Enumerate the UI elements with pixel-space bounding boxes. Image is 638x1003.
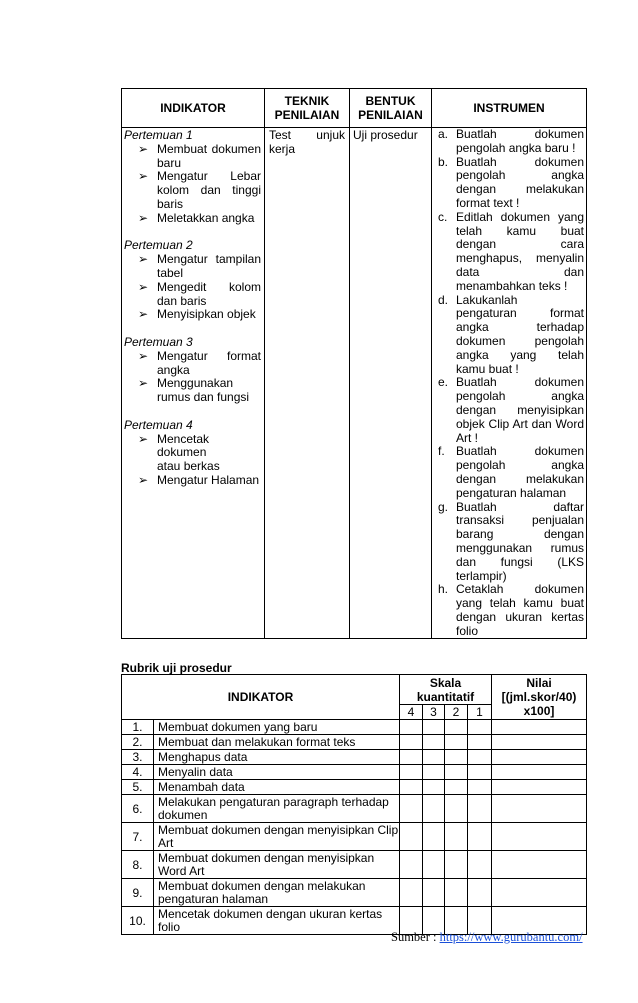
assessment-body-row — [122, 128, 587, 639]
score-cell[interactable] — [468, 780, 492, 795]
rubric-row-indicator — [154, 735, 400, 750]
rubric-row-number: 9. — [122, 879, 154, 907]
arrow-bullet-icon: ➢ — [138, 279, 149, 294]
score-cell[interactable] — [423, 879, 445, 907]
header-indikator: INDIKATOR — [122, 89, 265, 128]
instrument-line: transaksi penjualan — [456, 513, 584, 528]
score-cell[interactable] — [468, 720, 492, 735]
instrument-line: angka yang telah — [456, 347, 584, 362]
instrument-line: dengan melakukan — [456, 471, 584, 486]
rubric-indicator-line: Menambah data — [158, 779, 245, 794]
rubric-indicator-line: dokumen — [158, 807, 208, 822]
teknik-line: kerja — [269, 141, 296, 156]
instrument-line: menambahkan teks ! — [456, 278, 568, 293]
indicator-line: kolom dan tinggi — [157, 183, 261, 198]
instrument-line: dengan ukuran kertas — [456, 609, 584, 624]
rubric-row-number: 4. — [122, 765, 154, 780]
assessment-header-row — [122, 89, 587, 128]
arrow-bullet-icon: ➢ — [138, 252, 149, 267]
nilai-cell[interactable] — [492, 823, 587, 851]
indikator-list — [124, 129, 261, 488]
instrument-item — [432, 376, 586, 445]
score-cell[interactable] — [400, 720, 423, 735]
rubric-row — [122, 851, 587, 879]
rubric-indicator-line: Membuat dokumen dengan menyisipkan — [158, 850, 375, 865]
arrow-bullet-icon: ➢ — [138, 431, 149, 446]
source-prefix: Sumber : — [391, 930, 440, 944]
instrument-line: Buatlah dokumen — [456, 154, 584, 169]
rubric-row — [122, 780, 587, 795]
instrument-line: kamu buat ! — [456, 361, 519, 376]
score-cell[interactable] — [423, 765, 445, 780]
rubric-row-number: 3. — [122, 750, 154, 765]
instrument-item — [432, 445, 586, 500]
instrument-line: pengolah angka — [456, 458, 584, 473]
indicator-line: tabel — [157, 265, 184, 280]
meeting-title: Pertemuan 4 — [124, 417, 193, 432]
indicator-item — [124, 212, 261, 226]
header-instrumen: INSTRUMEN — [432, 89, 587, 128]
score-cell[interactable] — [445, 765, 468, 780]
indicator-item — [124, 308, 261, 322]
meeting-title: Pertemuan 1 — [124, 128, 193, 142]
score-cell[interactable] — [468, 795, 492, 823]
indicator-line: Menyisipkan objek — [157, 307, 256, 322]
nilai-cell[interactable] — [492, 851, 587, 879]
rubric-indicator-line: Word Art — [158, 863, 205, 878]
indicator-item — [124, 433, 261, 474]
instrument-line: barang dengan — [456, 527, 584, 542]
rubric-indicator-line: pengaturan halaman — [158, 891, 269, 906]
header-bentuk: BENTUK PENILAIAN — [350, 89, 432, 128]
rubric-row — [122, 765, 587, 780]
meeting-title: Pertemuan 2 — [124, 238, 193, 253]
score-cell[interactable] — [423, 823, 445, 851]
rubric-row-number: 1. — [122, 720, 154, 735]
indicator-item — [124, 253, 261, 281]
source-citation — [391, 930, 583, 945]
assessment-table — [121, 88, 587, 639]
instrument-label: d. — [438, 292, 449, 307]
score-cell[interactable] — [423, 735, 445, 750]
indicator-line: angka — [157, 362, 190, 377]
rubric-row-indicator — [154, 823, 400, 851]
teknik-text — [267, 129, 346, 157]
rubric-row — [122, 720, 587, 735]
rubric-table — [121, 674, 587, 935]
score-cell[interactable] — [445, 823, 468, 851]
score-cell[interactable] — [400, 765, 423, 780]
score-cell[interactable] — [445, 735, 468, 750]
instrument-line: pengaturan format — [456, 306, 584, 321]
score-cell[interactable] — [468, 750, 492, 765]
rubric-row-number: 10. — [122, 907, 154, 935]
indicator-item — [124, 377, 261, 405]
indicator-line: dan baris — [157, 293, 207, 308]
indicator-item — [124, 143, 261, 171]
indicator-line: Mencetak dokumen — [157, 431, 210, 460]
score-cell[interactable] — [423, 750, 445, 765]
scale-3: 3 — [423, 705, 445, 720]
instrument-label: h. — [438, 582, 449, 597]
instrument-line: yang telah kamu buat — [456, 596, 584, 611]
score-cell[interactable] — [468, 851, 492, 879]
score-cell[interactable] — [445, 879, 468, 907]
arrow-bullet-icon: ➢ — [138, 376, 149, 391]
rubric-row-indicator — [154, 795, 400, 823]
indicator-item — [124, 350, 261, 378]
nilai-cell[interactable] — [492, 879, 587, 907]
instrument-line: menggunakan rumus — [456, 540, 584, 555]
rubric-header-indikator: INDIKATOR — [122, 675, 400, 720]
score-cell[interactable] — [445, 720, 468, 735]
rubric-indicator-line: Mencetak dokumen dengan ukuran kertas — [158, 906, 383, 921]
rubric-indicator-line: Menyalin data — [158, 764, 233, 779]
rubric-row-indicator — [154, 750, 400, 765]
rubric-row-indicator — [154, 907, 400, 935]
instrument-line: Art ! — [456, 430, 479, 445]
nilai-cell[interactable] — [492, 750, 587, 765]
instrument-line: menghapus, menyalin — [456, 251, 584, 266]
arrow-bullet-icon: ➢ — [138, 307, 149, 322]
indicator-line: Meletakkan angka — [157, 210, 255, 225]
instrument-label: b. — [438, 154, 449, 169]
rubric-row-number: 8. — [122, 851, 154, 879]
indicator-item — [124, 474, 261, 488]
rubric-row-number: 6. — [122, 795, 154, 823]
meeting-title: Pertemuan 3 — [124, 334, 193, 349]
instrumen-cell — [432, 128, 587, 639]
instrument-line: angka terhadap — [456, 320, 584, 335]
nilai-cell[interactable] — [492, 780, 587, 795]
instrument-line: Buatlah dokumen — [456, 444, 584, 459]
spacer — [124, 405, 261, 419]
indicator-item — [124, 281, 261, 309]
instrument-line: Cetaklah dokumen — [456, 582, 584, 597]
score-cell[interactable] — [400, 780, 423, 795]
rubric-header-row — [122, 675, 587, 705]
instrument-line: Buatlah daftar — [456, 499, 584, 514]
instrument-line: dengan cara — [456, 237, 584, 252]
indicator-line: Mengatur tampilan — [157, 252, 261, 267]
indicator-line: Mengedit kolom — [157, 279, 261, 294]
rubric-row-number: 7. — [122, 823, 154, 851]
score-cell[interactable] — [400, 879, 423, 907]
instrument-line: pengaturan halaman — [456, 485, 567, 500]
arrow-bullet-icon: ➢ — [138, 141, 149, 156]
nilai-cell[interactable] — [492, 795, 587, 823]
arrow-bullet-icon: ➢ — [138, 169, 149, 184]
score-cell[interactable] — [400, 851, 423, 879]
rubric-row-indicator — [154, 879, 400, 907]
score-cell[interactable] — [423, 780, 445, 795]
instrument-line: dokumen pengolah — [456, 333, 584, 348]
instrument-line: format text ! — [456, 195, 520, 210]
source-link[interactable]: https://www.gurubantu.com/ — [439, 930, 583, 944]
rubric-row — [122, 735, 587, 750]
instrument-label: a. — [438, 127, 449, 141]
instrument-label: g. — [438, 499, 449, 514]
rubric-indicator-line: Melakukan pengaturan paragraph terhadap — [158, 794, 389, 809]
rubric-row — [122, 823, 587, 851]
instrument-label: e. — [438, 375, 449, 390]
indicator-item — [124, 170, 261, 211]
instrument-item — [432, 211, 586, 294]
score-cell[interactable] — [445, 780, 468, 795]
score-cell[interactable] — [468, 735, 492, 750]
score-cell[interactable] — [423, 795, 445, 823]
score-cell[interactable] — [445, 851, 468, 879]
instrument-item — [432, 128, 586, 156]
rubric-row — [122, 795, 587, 823]
bentuk-cell — [350, 128, 432, 639]
instrument-line: objek Clip Art dan Word — [456, 416, 584, 431]
rubric-row-indicator — [154, 851, 400, 879]
rubric-header-skala: Skala kuantitatif — [400, 675, 492, 705]
instrument-line: folio — [456, 623, 479, 638]
instrument-line: Buatlah dokumen — [456, 375, 584, 390]
indicator-line: Menggunakan — [157, 376, 234, 391]
instrument-item — [432, 294, 586, 377]
arrow-bullet-icon: ➢ — [138, 210, 149, 225]
score-cell[interactable] — [423, 851, 445, 879]
indicator-line: Membuat dokumen — [157, 141, 261, 156]
instrument-item — [432, 156, 586, 211]
indikator-cell — [122, 128, 265, 639]
rubric-header-nilai: Nilai [(jml.skor/40) x100] — [492, 675, 587, 720]
score-cell[interactable] — [468, 823, 492, 851]
score-cell[interactable] — [400, 795, 423, 823]
nilai-cell[interactable] — [492, 720, 587, 735]
indicator-line: Mengatur Halaman — [157, 472, 260, 487]
rubric-caption: Rubrik uji prosedur — [121, 661, 232, 675]
arrow-bullet-icon: ➢ — [138, 348, 149, 363]
score-cell[interactable] — [423, 720, 445, 735]
instrument-line: Editlah dokumen yang — [456, 209, 584, 224]
rubric-indicator-line: folio — [158, 919, 181, 934]
score-cell[interactable] — [445, 750, 468, 765]
indicator-line: Mengatur format — [157, 348, 261, 363]
scale-1: 1 — [468, 705, 492, 720]
teknik-line: Test unjuk — [269, 128, 345, 142]
rubric-body — [122, 720, 587, 935]
instrument-line: pengolah angka — [456, 389, 584, 404]
instrument-line: dan fungsi (LKS — [456, 554, 584, 569]
rubric-row-indicator — [154, 765, 400, 780]
rubric-row — [122, 750, 587, 765]
instrument-line: data dan — [456, 264, 584, 279]
score-cell[interactable] — [445, 795, 468, 823]
indicator-line: atau berkas — [157, 459, 220, 474]
header-teknik: TEKNIK PENILAIAN — [265, 89, 350, 128]
score-cell[interactable] — [468, 879, 492, 907]
spacer — [124, 322, 261, 336]
instrument-line: Lakukanlah — [456, 292, 518, 307]
arrow-bullet-icon: ➢ — [138, 472, 149, 487]
bentuk-text: Uji prosedur — [353, 128, 418, 142]
rubric-indicator-line: Menghapus data — [158, 749, 248, 764]
indicator-line: rumus dan fungsi — [157, 390, 250, 405]
instrument-line: dengan melakukan — [456, 182, 584, 197]
rubric-row-number: 2. — [122, 735, 154, 750]
score-cell[interactable] — [400, 750, 423, 765]
score-cell[interactable] — [468, 765, 492, 780]
rubric-indicator-line: Membuat dokumen dengan melakukan — [158, 878, 366, 893]
nilai-cell[interactable] — [492, 735, 587, 750]
instrument-item — [432, 583, 586, 638]
instrument-line: pengolah angka — [456, 168, 584, 183]
rubric-row-indicator — [154, 780, 400, 795]
scale-2: 2 — [445, 705, 468, 720]
instrument-line: dengan menyisipkan — [456, 402, 584, 417]
meeting-items — [124, 143, 261, 226]
instrument-label: f. — [438, 444, 445, 459]
score-cell[interactable] — [400, 735, 423, 750]
rubric-indicator-line: Membuat dokumen dengan menyisipkan Clip — [158, 822, 399, 837]
instrument-line: Buatlah dokumen — [456, 127, 584, 141]
nilai-cell[interactable] — [492, 765, 587, 780]
rubric-row — [122, 879, 587, 907]
rubric-indicator-line: Art — [158, 835, 174, 850]
meeting-items — [124, 253, 261, 322]
score-cell[interactable] — [400, 823, 423, 851]
spacer — [124, 226, 261, 240]
indicator-line: Mengatur Lebar — [157, 169, 261, 184]
indicator-line: baru — [157, 155, 182, 170]
rubric-indicator-line: Membuat dokumen yang baru — [158, 719, 318, 734]
instrument-line: pengolah angka baru ! — [456, 140, 576, 155]
instrument-line: terlampir) — [456, 568, 507, 583]
instrumen-list — [432, 128, 586, 638]
teknik-cell — [265, 128, 350, 639]
meeting-items — [124, 350, 261, 405]
instrument-line: telah kamu buat — [456, 223, 584, 238]
rubric-row-indicator — [154, 720, 400, 735]
rubric-indicator-line: Membuat dan melakukan format teks — [158, 734, 356, 749]
instrument-item — [432, 501, 586, 584]
scale-4: 4 — [400, 705, 423, 720]
rubric-row-number: 5. — [122, 780, 154, 795]
indicator-line: baris — [157, 196, 184, 211]
meeting-items — [124, 433, 261, 488]
instrument-label: c. — [438, 209, 448, 224]
